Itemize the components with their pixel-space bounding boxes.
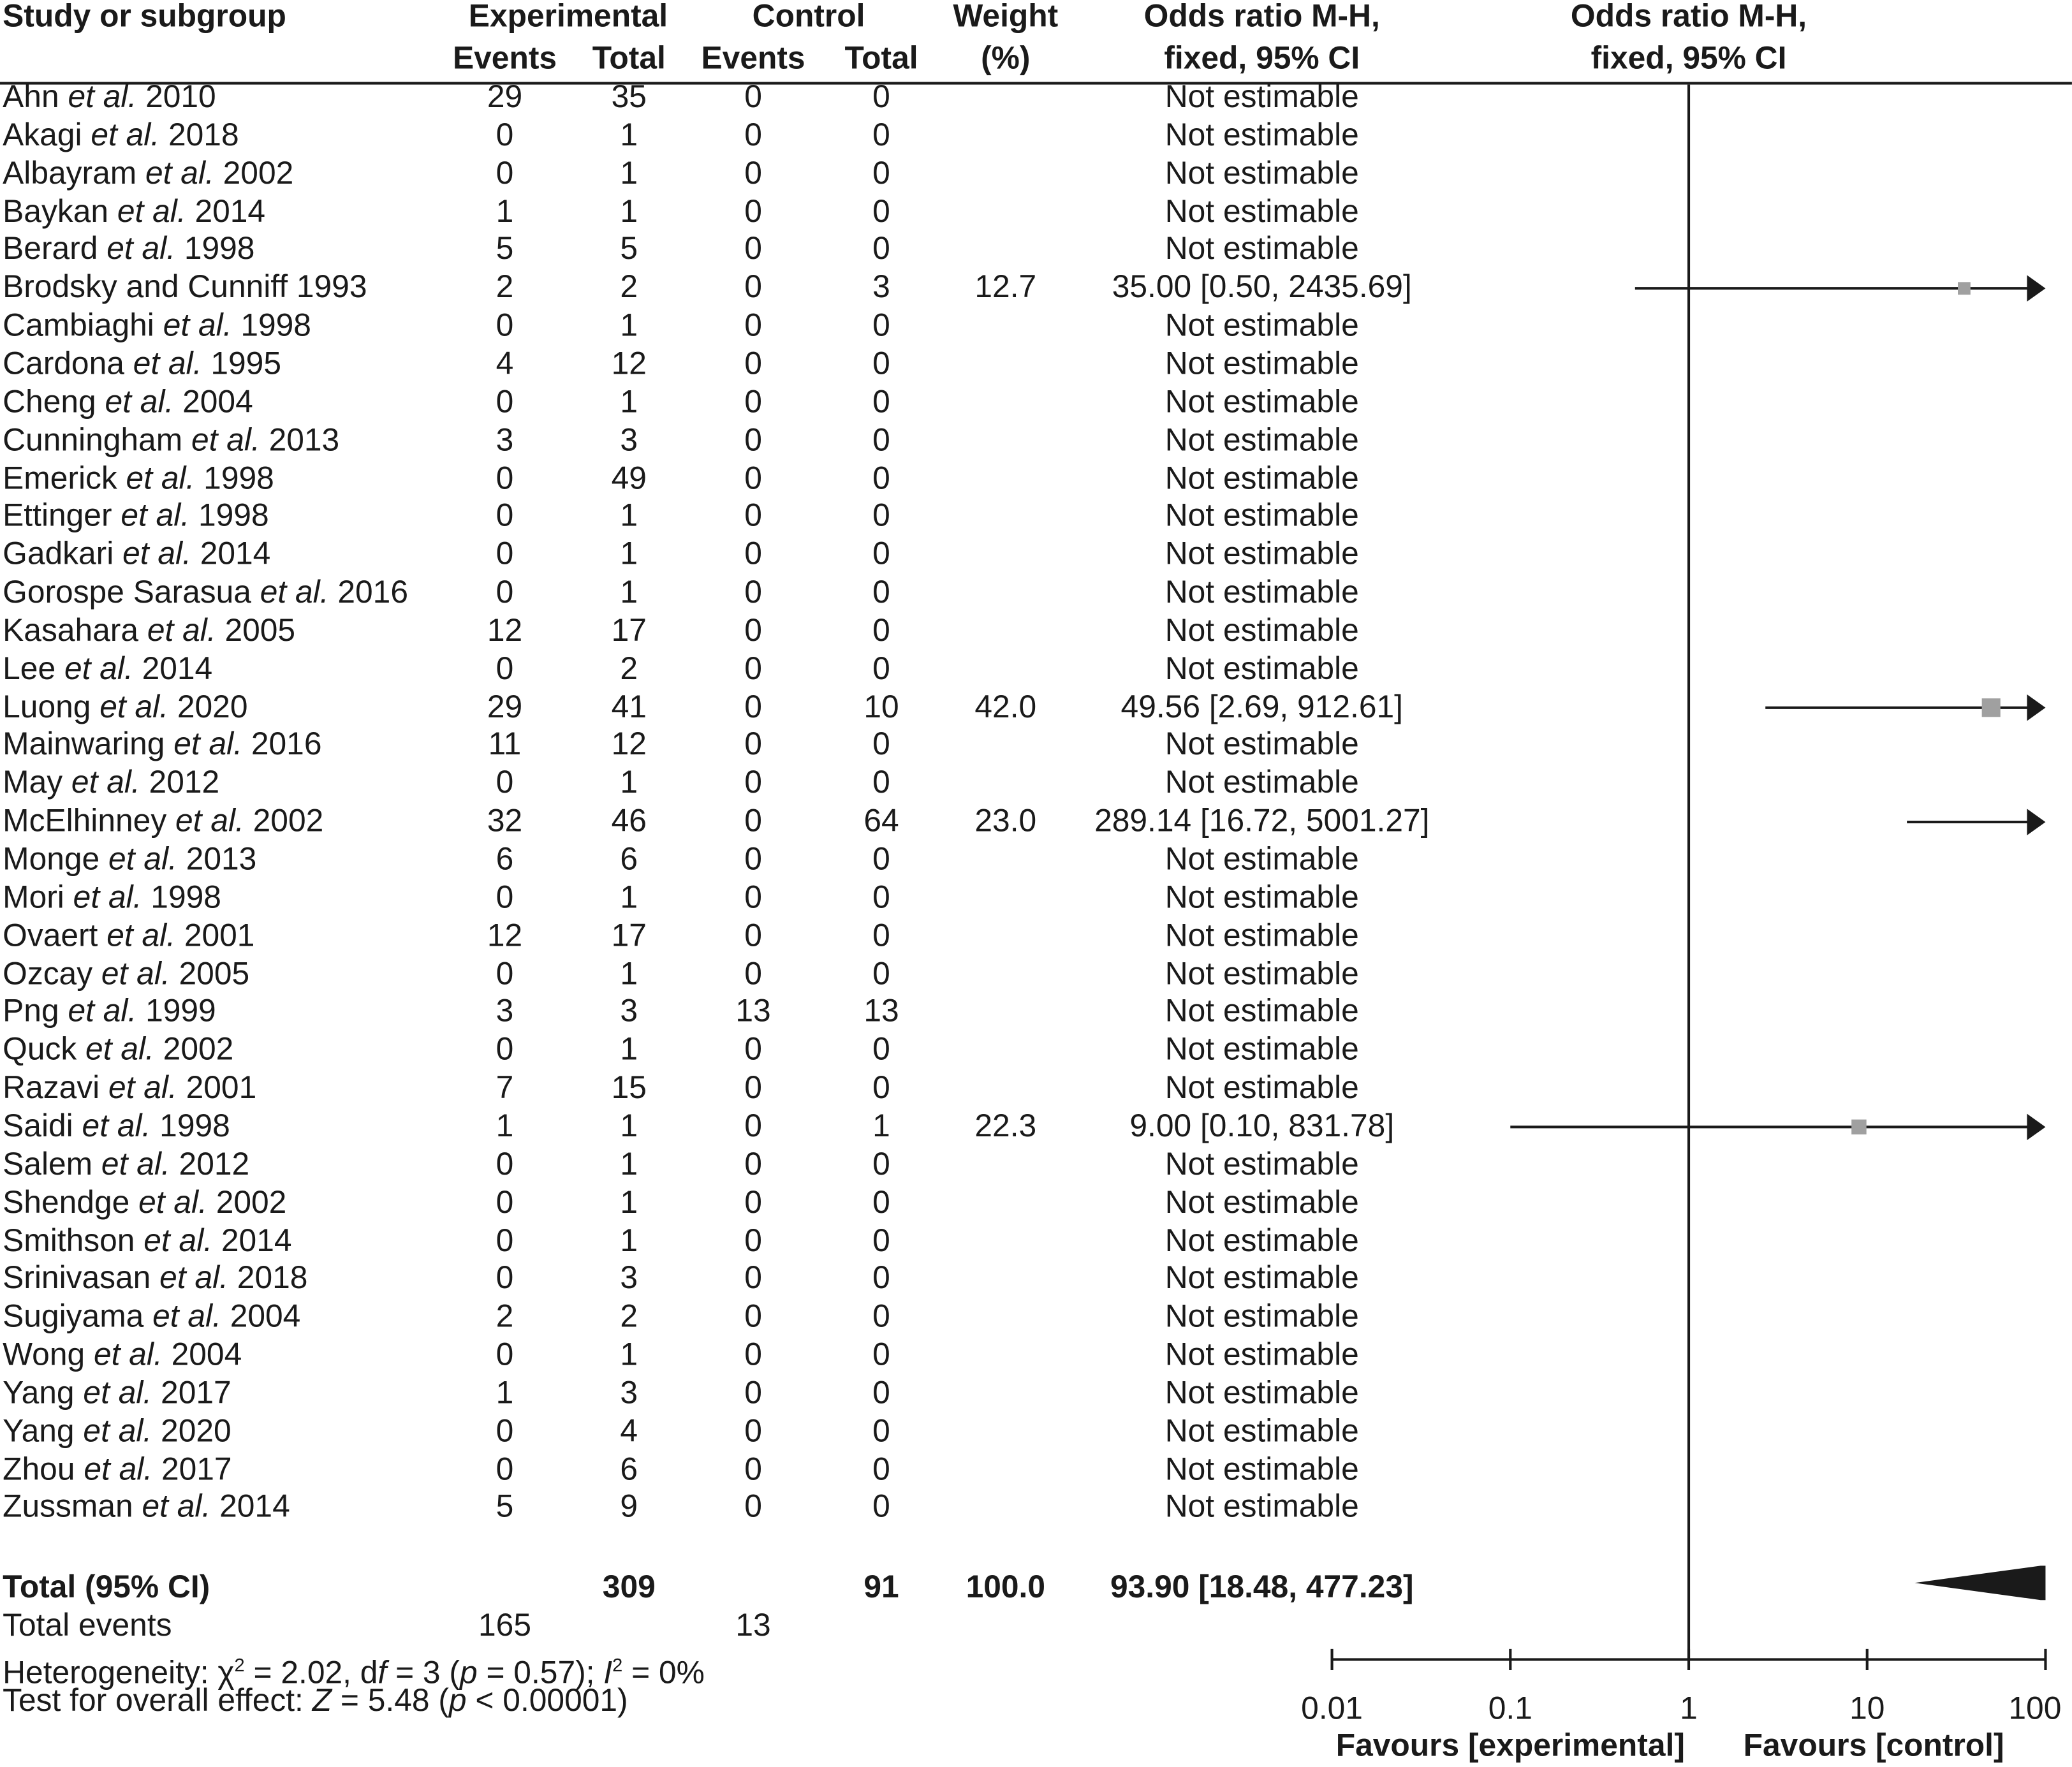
ctrl-total-cell: 0 [872,727,890,763]
header-ctrl-events: Events [701,41,805,77]
ctrl-total-cell: 0 [872,1375,890,1411]
header-control: Control [752,0,865,34]
odds-ratio-cell: Not estimable [1165,879,1359,916]
total-events-ctrl: 13 [735,1608,771,1644]
study-name: Albayram et al. 2002 [3,155,294,191]
ctrl-total-cell: 0 [872,918,890,954]
exp-events-cell: 0 [496,1413,514,1449]
odds-ratio-cell: Not estimable [1165,307,1359,344]
exp-events-cell: 0 [496,155,514,191]
ctrl-events-cell: 0 [744,460,762,497]
ctrl-events-cell: 0 [744,956,762,992]
exp-total-cell: 1 [620,384,638,420]
study-name: Yang et al. 2017 [3,1375,231,1411]
ctrl-events-cell: 0 [744,79,762,115]
ctrl-events-cell: 0 [744,613,762,649]
ctrl-events-cell: 0 [744,650,762,687]
ctrl-events-cell: 0 [744,422,762,458]
odds-ratio-cell: Not estimable [1165,727,1359,763]
ctrl-events-cell: 0 [744,1261,762,1297]
ctrl-total-cell: 0 [872,193,890,230]
ci-arrow [2027,1114,2045,1140]
overall-effect-stat: Test for overall effect: Z = 5.48 (p < 0.00001) [3,1683,628,1719]
ctrl-total-cell: 0 [872,307,890,344]
exp-events-cell: 0 [496,765,514,802]
odds-ratio-cell: Not estimable [1165,765,1359,802]
exp-total-cell: 46 [611,803,647,840]
exp-total-cell: 1 [620,1184,638,1221]
study-name: Ahn et al. 2010 [3,79,216,115]
exp-total-cell: 6 [620,1451,638,1488]
exp-events-cell: 12 [487,613,523,649]
odds-ratio-cell: Not estimable [1165,1413,1359,1449]
header-plot-line2: fixed, 95% CI [1591,41,1787,77]
odds-ratio-cell: Not estimable [1165,841,1359,877]
ctrl-events-cell: 0 [744,879,762,916]
exp-events-cell: 3 [496,993,514,1030]
exp-events-cell: 0 [496,117,514,154]
exp-total-cell: 3 [620,1375,638,1411]
total-events-exp: 165 [478,1608,531,1644]
ctrl-events-cell: 0 [744,1375,762,1411]
tick-label-3: 10 [1849,1691,1885,1727]
exp-events-cell: 5 [496,231,514,268]
exp-events-cell: 1 [496,1108,514,1145]
header-weight: Weight [953,0,1059,34]
exp-events-cell: 0 [496,650,514,687]
ctrl-events-cell: 0 [744,498,762,534]
odds-ratio-cell: 9.00 [0.10, 831.78] [1129,1108,1395,1145]
exp-events-cell: 0 [496,1184,514,1221]
ctrl-events-cell: 0 [744,1147,762,1183]
ci-arrow [2027,275,2045,301]
odds-ratio-cell: Not estimable [1165,1261,1359,1297]
ctrl-total-cell: 0 [872,155,890,191]
study-name: Salem et al. 2012 [3,1147,250,1183]
study-name: Gadkari et al. 2014 [3,536,271,573]
exp-total-cell: 3 [620,993,638,1030]
ctrl-events-cell: 13 [735,993,771,1030]
odds-ratio-cell: 49.56 [2.69, 912.61] [1120,689,1403,725]
odds-ratio-cell: Not estimable [1165,575,1359,611]
ctrl-total-cell: 0 [872,460,890,497]
exp-events-cell: 2 [496,1299,514,1335]
exp-total-cell: 1 [620,1032,638,1068]
odds-ratio-cell: Not estimable [1165,993,1359,1030]
odds-ratio-cell: Not estimable [1165,384,1359,420]
odds-ratio-cell: Not estimable [1165,117,1359,154]
exp-total-cell: 12 [611,346,647,382]
ctrl-events-cell: 0 [744,1108,762,1145]
exp-total-cell: 1 [620,193,638,230]
study-name: Zhou et al. 2017 [3,1451,232,1488]
exp-total-cell: 1 [620,1222,638,1259]
study-name: Gorospe Sarasua et al. 2016 [3,575,408,611]
exp-events-cell: 0 [496,536,514,573]
ctrl-events-cell: 0 [744,918,762,954]
exp-total-cell: 2 [620,1299,638,1335]
odds-ratio-cell: Not estimable [1165,346,1359,382]
total-weight: 100.0 [966,1569,1046,1606]
point-estimate-marker [1982,698,2001,717]
weight-cell: 12.7 [974,270,1037,306]
total-exp-total: 309 [602,1569,656,1606]
ctrl-events-cell: 0 [744,575,762,611]
ctrl-events-cell: 0 [744,1490,762,1525]
exp-events-cell: 11 [488,727,522,763]
exp-events-cell: 0 [496,460,514,497]
study-name: Mori et al. 1998 [3,879,221,916]
favours-experimental-label: Favours [experimental] [1335,1728,1685,1764]
exp-total-cell: 1 [620,498,638,534]
ctrl-total-cell: 0 [872,1451,890,1488]
exp-total-cell: 3 [620,1261,638,1297]
exp-total-cell: 3 [620,422,638,458]
tick-label-2: 1 [1680,1691,1698,1727]
ctrl-events-cell: 0 [744,1032,762,1068]
header-plot-line1: Odds ratio M-H, [1570,0,1807,34]
exp-total-cell: 1 [620,117,638,154]
pooled-estimate-diamond [1914,1565,2045,1600]
study-name: Kasahara et al. 2005 [3,613,296,649]
header-exp-events: Events [452,41,557,77]
ctrl-total-cell: 13 [863,993,899,1030]
total-label: Total (95% CI) [3,1569,210,1606]
ctrl-total-cell: 0 [872,117,890,154]
tick-label-4: 100 [2008,1691,2062,1727]
exp-total-cell: 1 [620,155,638,191]
ctrl-total-cell: 0 [872,1032,890,1068]
favours-control-label: Favours [control] [1743,1728,2004,1764]
study-name: Ozcay et al. 2005 [3,956,250,992]
ctrl-events-cell: 0 [744,1413,762,1449]
odds-ratio-cell: Not estimable [1165,1375,1359,1411]
ctrl-total-cell: 0 [872,422,890,458]
exp-events-cell: 0 [496,384,514,420]
exp-events-cell: 0 [496,498,514,534]
ctrl-events-cell: 0 [744,727,762,763]
exp-events-cell: 0 [496,1337,514,1373]
odds-ratio-cell: Not estimable [1165,650,1359,687]
ctrl-events-cell: 0 [744,765,762,802]
ctrl-events-cell: 0 [744,193,762,230]
study-name: Monge et al. 2013 [3,841,257,877]
ctrl-total-cell: 0 [872,1337,890,1373]
ctrl-total-cell: 0 [872,765,890,802]
header-experimental: Experimental [468,0,668,34]
exp-events-cell: 12 [487,918,523,954]
weight-cell: 42.0 [974,689,1037,725]
ctrl-total-cell: 0 [872,841,890,877]
ctrl-total-cell: 0 [872,956,890,992]
ctrl-events-cell: 0 [744,689,762,725]
total-ctrl-total: 91 [863,1569,899,1606]
ctrl-events-cell: 0 [744,346,762,382]
odds-ratio-cell: Not estimable [1165,460,1359,497]
exp-events-cell: 6 [496,841,514,877]
odds-ratio-cell: Not estimable [1165,1299,1359,1335]
ctrl-total-cell: 0 [872,1490,890,1525]
exp-total-cell: 17 [611,613,647,649]
point-estimate-marker [1958,282,1971,295]
ctrl-total-cell: 0 [872,79,890,115]
exp-total-cell: 1 [620,765,638,802]
study-name: Berard et al. 1998 [3,231,255,268]
study-name: Razavi et al. 2001 [3,1070,257,1106]
odds-ratio-cell: Not estimable [1165,155,1359,191]
ctrl-total-cell: 0 [872,1147,890,1183]
study-name: Sugiyama et al. 2004 [3,1299,301,1335]
ci-arrow [2027,809,2045,835]
total-events-label: Total events [3,1608,172,1644]
header-study: Study or subgroup [3,0,286,34]
odds-ratio-cell: Not estimable [1165,1147,1359,1183]
study-name: Quck et al. 2002 [3,1032,234,1068]
odds-ratio-cell: Not estimable [1165,956,1359,992]
ctrl-events-cell: 0 [744,803,762,840]
exp-events-cell: 29 [487,79,523,115]
exp-total-cell: 41 [611,689,647,725]
ctrl-events-cell: 0 [744,117,762,154]
exp-total-cell: 4 [620,1413,638,1449]
exp-total-cell: 1 [620,575,638,611]
ctrl-total-cell: 0 [872,346,890,382]
exp-events-cell: 0 [496,879,514,916]
ctrl-events-cell: 0 [744,231,762,268]
study-name: Srinivasan et al. 2018 [3,1261,308,1297]
ctrl-total-cell: 0 [872,650,890,687]
ctrl-total-cell: 0 [872,1070,890,1106]
study-name: Cardona et al. 1995 [3,346,281,382]
ctrl-events-cell: 0 [744,841,762,877]
ctrl-total-cell: 0 [872,613,890,649]
tick-label-1: 0.1 [1488,1691,1532,1727]
ctrl-total-cell: 0 [872,879,890,916]
exp-events-cell: 4 [496,346,514,382]
ctrl-total-cell: 0 [872,231,890,268]
ctrl-total-cell: 0 [872,1261,890,1297]
ctrl-total-cell: 0 [872,1299,890,1335]
exp-events-cell: 29 [487,689,523,725]
study-name: Cunningham et al. 2013 [3,422,340,458]
exp-events-cell: 0 [496,575,514,611]
study-name: Cheng et al. 2004 [3,384,253,420]
exp-events-cell: 2 [496,270,514,306]
ctrl-total-cell: 0 [872,384,890,420]
exp-total-cell: 1 [620,956,638,992]
odds-ratio-cell: Not estimable [1165,1070,1359,1106]
exp-events-cell: 32 [487,803,523,840]
ctrl-events-cell: 0 [744,1299,762,1335]
ctrl-total-cell: 0 [872,1413,890,1449]
odds-ratio-cell: Not estimable [1165,1222,1359,1259]
ctrl-events-cell: 0 [744,1451,762,1488]
exp-events-cell: 0 [496,1147,514,1183]
study-name: Lee et al. 2014 [3,650,213,687]
exp-events-cell: 0 [496,1222,514,1259]
exp-events-cell: 0 [496,1032,514,1068]
ctrl-total-cell: 0 [872,536,890,573]
exp-total-cell: 1 [620,1337,638,1373]
odds-ratio-cell: Not estimable [1165,498,1359,534]
exp-total-cell: 2 [620,270,638,306]
ctrl-total-cell: 0 [872,1184,890,1221]
odds-ratio-cell: Not estimable [1165,1451,1359,1488]
ctrl-total-cell: 3 [872,270,890,306]
total-or: 93.90 [18.48, 477.23] [1110,1569,1414,1606]
ctrl-events-cell: 0 [744,307,762,344]
odds-ratio-cell: Not estimable [1165,1184,1359,1221]
header-exp-total: Total [592,41,666,77]
point-estimate-marker [1851,1120,1866,1134]
weight-cell: 23.0 [974,803,1037,840]
odds-ratio-cell: Not estimable [1165,1032,1359,1068]
odds-ratio-cell: Not estimable [1165,231,1359,268]
ctrl-total-cell: 0 [872,575,890,611]
study-name: Emerick et al. 1998 [3,460,274,497]
exp-total-cell: 2 [620,650,638,687]
study-name: Smithson et al. 2014 [3,1222,292,1259]
exp-events-cell: 3 [496,422,514,458]
exp-total-cell: 12 [611,727,647,763]
exp-events-cell: 7 [496,1070,514,1106]
exp-total-cell: 5 [620,231,638,268]
study-name: Zussman et al. 2014 [3,1490,290,1525]
exp-events-cell: 1 [496,193,514,230]
study-name: Luong et al. 2020 [3,689,248,725]
study-name: Brodsky and Cunniff 1993 [3,270,367,306]
exp-total-cell: 1 [620,307,638,344]
ctrl-events-cell: 0 [744,1070,762,1106]
odds-ratio-cell: Not estimable [1165,1490,1359,1525]
study-name: McElhinney et al. 2002 [3,803,324,840]
exp-events-cell: 0 [496,956,514,992]
study-name: Shendge et al. 2002 [3,1184,287,1221]
study-name: Saidi et al. 1998 [3,1108,230,1145]
header-or-line2: fixed, 95% CI [1164,41,1360,77]
odds-ratio-cell: 289.14 [16.72, 5001.27] [1094,803,1430,840]
tick-label-0: 0.01 [1301,1691,1363,1727]
weight-cell: 22.3 [974,1108,1037,1145]
odds-ratio-cell: Not estimable [1165,422,1359,458]
ctrl-events-cell: 0 [744,1337,762,1373]
study-name: Baykan et al. 2014 [3,193,266,230]
ctrl-events-cell: 0 [744,270,762,306]
ctrl-events-cell: 0 [744,384,762,420]
exp-total-cell: 1 [620,1147,638,1183]
exp-total-cell: 9 [620,1490,638,1525]
study-name: Wong et al. 2004 [3,1337,242,1373]
exp-total-cell: 1 [620,879,638,916]
study-name: Ettinger et al. 1998 [3,498,269,534]
exp-total-cell: 49 [611,460,647,497]
ctrl-total-cell: 0 [872,498,890,534]
header-ctrl-total: Total [844,41,918,77]
exp-total-cell: 17 [611,918,647,954]
ctrl-total-cell: 0 [872,1222,890,1259]
exp-events-cell: 0 [496,1261,514,1297]
exp-total-cell: 1 [620,1108,638,1145]
ci-arrow [2027,694,2045,721]
odds-ratio-cell: Not estimable [1165,193,1359,230]
exp-total-cell: 35 [611,79,647,115]
heterogeneity-stat: Heterogeneity: $\chi^2 = 2.02$, df = 3 (p = 0.57); $I^2 = 0\%$ [3,1654,705,1692]
odds-ratio-cell: Not estimable [1165,918,1359,954]
ctrl-total-cell: 64 [863,803,899,840]
odds-ratio-cell: Not estimable [1165,536,1359,573]
odds-ratio-cell: 35.00 [0.50, 2435.69] [1112,270,1412,306]
study-name: May et al. 2012 [3,765,220,802]
study-name: Png et al. 1999 [3,993,216,1030]
odds-ratio-cell: Not estimable [1165,79,1359,115]
header-or-line1: Odds ratio M-H, [1143,0,1380,34]
exp-events-cell: 0 [496,307,514,344]
odds-ratio-cell: Not estimable [1165,613,1359,649]
study-name: Yang et al. 2020 [3,1413,231,1449]
study-name: Ovaert et al. 2001 [3,918,255,954]
study-name: Mainwaring et al. 2016 [3,727,322,763]
exp-events-cell: 1 [496,1375,514,1411]
ctrl-events-cell: 0 [744,1222,762,1259]
odds-ratio-cell: Not estimable [1165,1337,1359,1373]
ctrl-events-cell: 0 [744,155,762,191]
study-name: Akagi et al. 2018 [3,117,239,154]
exp-events-cell: 5 [496,1490,514,1525]
exp-total-cell: 1 [620,536,638,573]
ctrl-total-cell: 10 [863,689,899,725]
exp-total-cell: 15 [611,1070,647,1106]
exp-events-cell: 0 [496,1451,514,1488]
ctrl-total-cell: 1 [872,1108,890,1145]
header-weight-unit: (%) [981,41,1031,77]
ctrl-events-cell: 0 [744,536,762,573]
exp-total-cell: 6 [620,841,638,877]
ctrl-events-cell: 0 [744,1184,762,1221]
study-name: Cambiaghi et al. 1998 [3,307,311,344]
